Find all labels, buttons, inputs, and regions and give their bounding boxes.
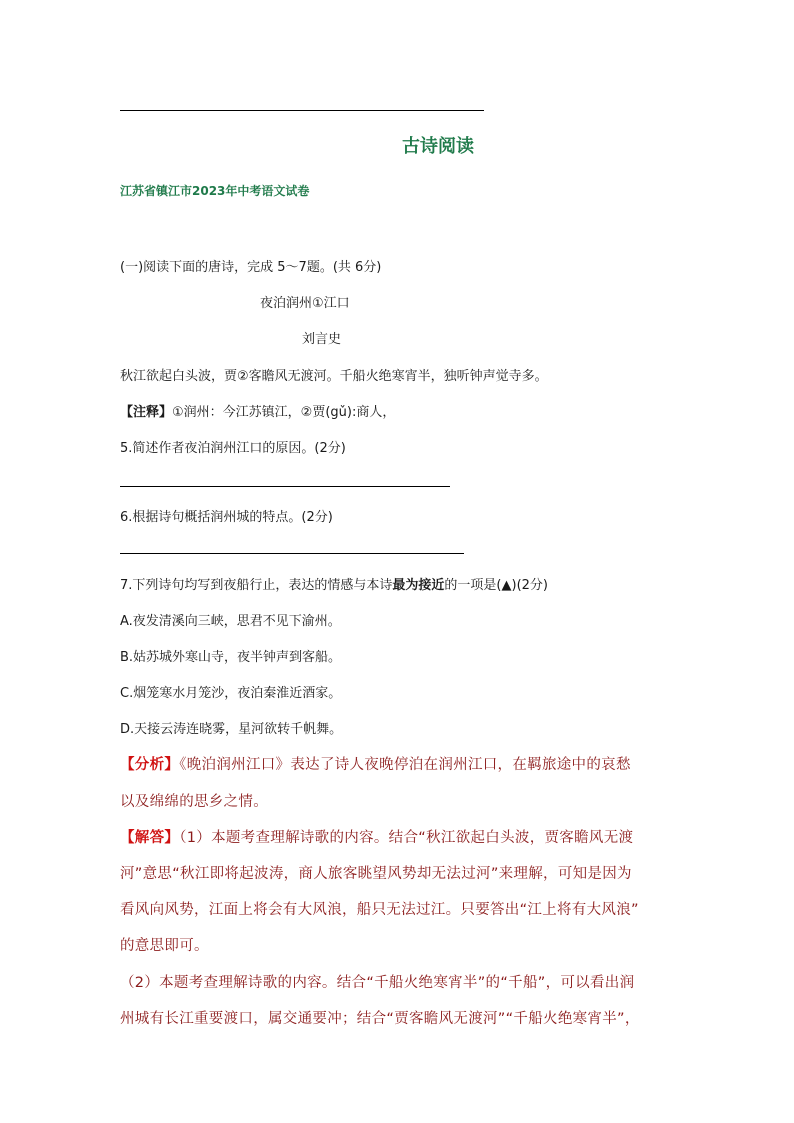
question-7-text-after: 的一项是(▲)(2分) <box>444 578 548 593</box>
analysis-text-1: 《晚泊润州江口》表达了诗人夜晚停泊在润州江口，在羁旅途中的哀愁 <box>179 757 631 773</box>
question-intro: (一)阅读下面的唐诗，完成 5～7题。(共 6分) <box>120 260 382 275</box>
solution-line-5: （2）本题考查理解诗歌的内容。结合“千船火绝寒宵半”的“千船”，可以看出润 <box>120 975 635 991</box>
analysis-label: 【分析】 <box>120 757 180 773</box>
solution-line-4: 的意思即可。 <box>120 938 209 954</box>
solution-line-2: 河”意思“秋江即将起波涛，商人旅客眺望风势却无法过河”来理解，可知是因为 <box>120 866 632 882</box>
answer-line-6 <box>120 553 464 554</box>
question-7 <box>120 574 548 593</box>
poem-author: 刘言史 <box>302 332 342 347</box>
solution-line-3: 看风向风势，江面上将会有大风浪，船只无法过江。只要答出“江上将有大风浪” <box>120 902 639 918</box>
solution-line-6: 州城有长江重要渡口，属交通要冲；结合“贾客瞻风无渡河”“千船火绝寒宵半”， <box>120 1011 640 1027</box>
question-7-text-before: 7.下列诗句均写到夜船行止，表达的情感与本诗 <box>120 578 393 593</box>
annotation-label: 【注释】 <box>120 405 173 420</box>
annotation-text: ①润州：今江苏镇江，②贾(gǔ):商人， <box>172 405 396 420</box>
option-b: B.姑苏城外寒山寺，夜半钟声到客船。 <box>120 650 342 665</box>
option-d: D.天接云涛连晓雾，星河欲转千帆舞。 <box>120 722 343 737</box>
option-a: A.夜发清溪向三峡，思君不见下渝州。 <box>120 614 341 629</box>
question-6: 6.根据诗句概括润州城的特点。(2分) <box>120 510 333 525</box>
poem-title: 夜泊润州①江口 <box>260 296 350 311</box>
solution-line-1 <box>120 826 633 847</box>
page-title: 古诗阅读 <box>402 136 474 157</box>
answer-line-5 <box>120 486 450 487</box>
analysis-line-2: 以及绵绵的思乡之情。 <box>120 794 268 810</box>
question-7-emphasis: 最为接近 <box>392 578 445 593</box>
poem-body: 秋江欲起白头波，贾②客瞻风无渡河。千船火绝寒宵半，独听钟声觉寺多。 <box>120 369 548 384</box>
option-c: C.烟笼寒水月笼沙，夜泊秦淮近酒家。 <box>120 686 342 701</box>
solution-text-1: （1）本题考查理解诗歌的内容。结合“秋江欲起白头波，贾客瞻风无渡 <box>179 830 634 846</box>
question-5: 5.简述作者夜泊润州江口的原因。(2分) <box>120 441 346 456</box>
solution-label: 【解答】 <box>120 830 180 846</box>
annotation <box>120 401 395 420</box>
top-rule <box>120 110 484 111</box>
analysis-line-1 <box>120 753 631 774</box>
exam-source: 江苏省镇江市2023年中考语文试卷 <box>120 184 310 198</box>
